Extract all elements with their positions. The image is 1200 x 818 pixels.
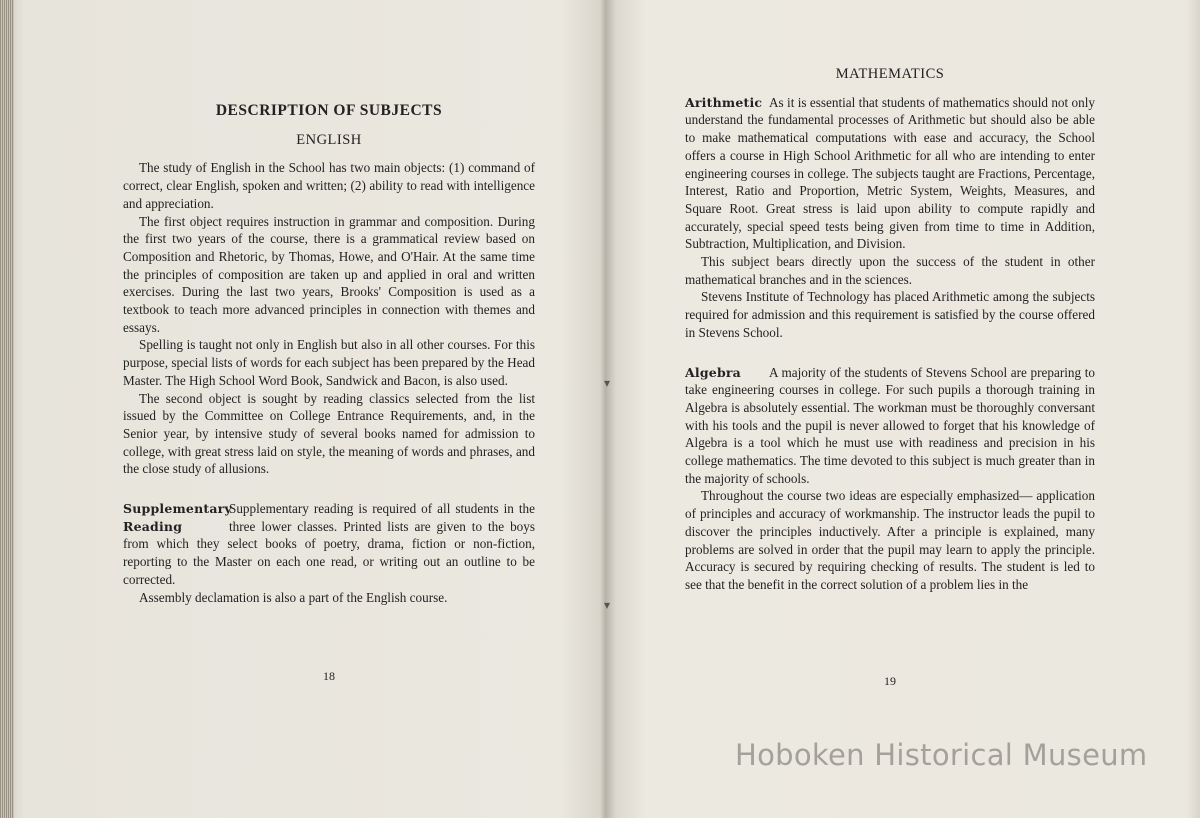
paragraph: Throughout the course two ideas are especially emphasized— application of principles and accuracy of workmanship. The instructor leads the pupil to discover the principles inductively. After a principle is explained, many problems are solved in order that the pupil may learn to apply the principle. Accuracy is secured by requiring checking of results. The student is led to see that the benefit in the correct solution of a problem lies in the [685, 488, 1095, 592]
paragraph: The study of English in the School has two main objects: (1) command of correct, clear English, spoken and written; (2) ability to read with intelligence and appreciation. [123, 160, 535, 211]
museum-watermark: Hoboken Historical Museum [735, 738, 1148, 772]
paragraph: A majority of the students of Stevens School are preparing to take engineering courses in college. For such pupils a thorough training in Algebra is absolutely essential. The workman must be thoroughly conversant with his tools and the pupil is never allowed to forget that his knowledge of Algebra is a tool which he must use with readiness and precision in his college mathematics. The time devoted to this subject is much greater than in the majority of schools. [685, 364, 1095, 486]
arithmetic-section [685, 94, 1095, 253]
paragraph: The first object requires instruction in grammar and composition. During the first two years of the course, there is a grammatical review based on Composition and Rhetoric, by Thomas, Howe, and O'Hair. At the same time the principles of composition are taken up and applied in oral and written exercises. During the last two years, Brooks' Composition is used as a textbook to teach more advanced principles in connection with themes and essays. [123, 213, 535, 335]
right-text-block [685, 66, 1095, 594]
supplementary-reading-section [123, 500, 535, 589]
label-line: Supplementary [123, 501, 232, 517]
paragraph: Stevens Institute of Technology has placed Arithmetic among the subjects required for admission and this requirement is satisfied by the course offered in Stevens School. [685, 289, 1095, 340]
algebra-label: Algebra [685, 364, 741, 380]
binding-stitch: ▾ [603, 598, 611, 612]
label-line: Reading [123, 518, 183, 534]
english-heading: ENGLISH [296, 131, 362, 148]
binding-stitch: ▾ [603, 376, 611, 390]
mathematics-heading: MATHEMATICS [835, 66, 945, 82]
paragraph: Supplementary reading is required of all students in the three lower classes. Printed lists are given to the boys from which they select books of poetry, drama, fiction or non-fiction, reporting to the Master on each one read, or writing out an outline to be corrected. [123, 501, 535, 587]
paragraph: The second object is sought by reading classics selected from the list issued by the Committee on College Entrance Requirements, and, in the Senior year, by intensive study of several books named for admission to college, with great stress laid on style, the meaning of words and phrases, and the close study of allusions. [123, 390, 535, 477]
right-page [606, 0, 1200, 818]
paragraph: As it is essential that students of mathematics should not only understand the fundamental processes of Arithmetic but should also be able to make mathematical computations with ease and accuracy, the School offers a course in High School Arithmetic for all who are intending to enter engineering courses in college. The subjects taught are Fractions, Percentage, Interest, Ratio and Proportion, Metric System, Weights, Measures, and Square Root. Great stress is laid upon ability to compute rapidly and accurately, special speed tests being given from time to time in Addition, Subtraction, Multiplication, and Division. [685, 94, 1095, 252]
page-number: 18 [323, 669, 335, 683]
supplementary-reading-label [123, 500, 232, 535]
page-title: DESCRIPTION OF SUBJECTS [215, 102, 443, 119]
paragraph: This subject bears directly upon the success of the student in other mathematical branches and in the sciences. [685, 254, 1095, 287]
paragraph: Assembly declamation is also a part of the English course. [139, 589, 448, 605]
page-number: 19 [884, 674, 896, 688]
arithmetic-label: Arithmetic [685, 94, 763, 110]
left-text-block [123, 102, 535, 606]
paragraph: Spelling is taught not only in English but also in all other courses. For this purpose, special lists of words for each subject has been prepared by the Head Master. The High School Word Book, Sandwick and Bacon, is also used. [123, 337, 535, 388]
page-edges [0, 0, 14, 818]
algebra-section [685, 364, 1095, 488]
